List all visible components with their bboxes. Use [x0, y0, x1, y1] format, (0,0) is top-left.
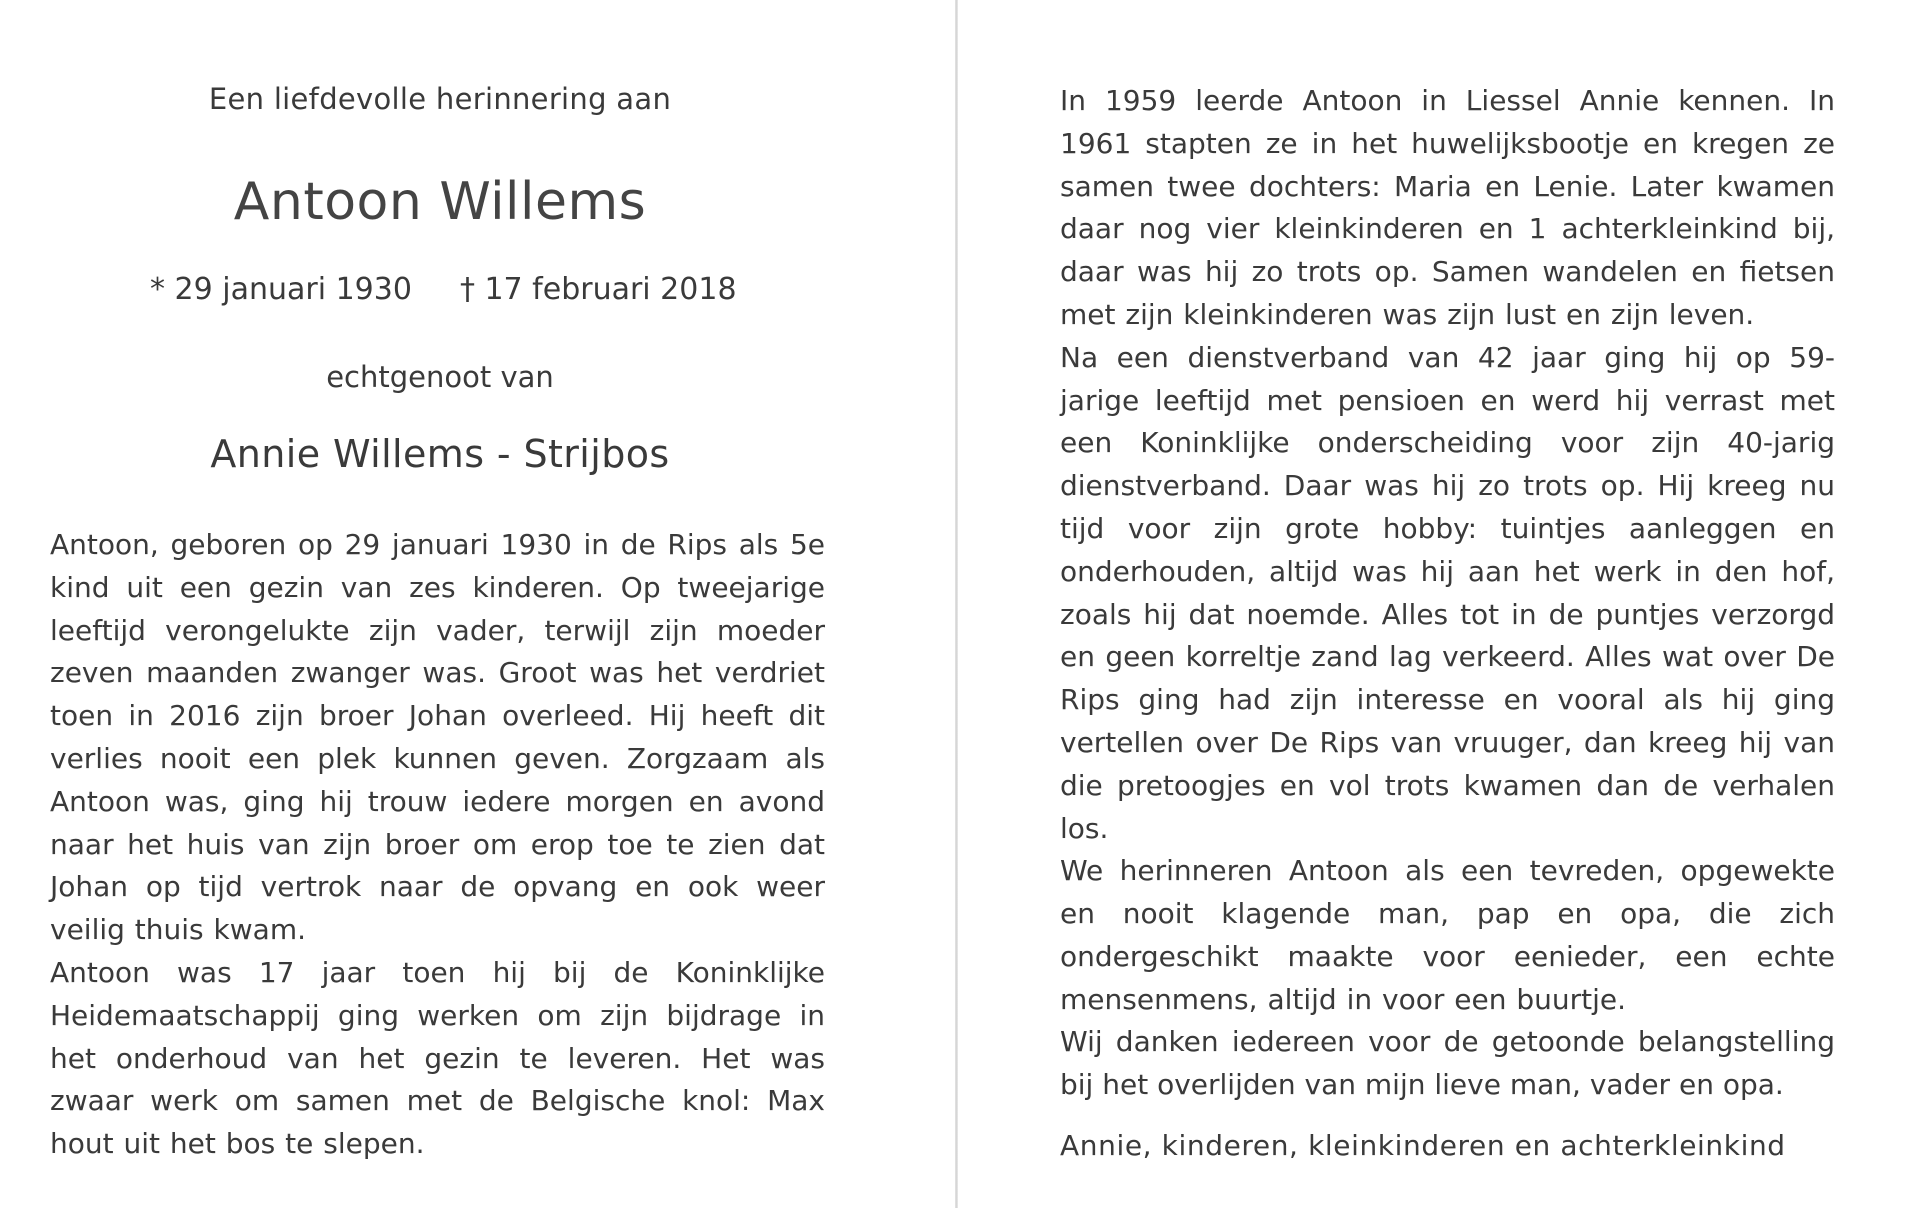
- biography-paragraph: Na een dienstverband van 42 jaar ging hij op 59-jarige leeftijd met pensioen en werd hij verrast met een Koninklijke onderscheiding voor zijn 40-jarig dienstverband. Daar was hij zo trots op. Hij kreeg nu tijd voor zijn grote hobby: tuintjes aanleggen en onderhouden, altijd was hij aan het werk in den hof, zoals hij dat noemde. Alles tot in de puntjes verzorgd en geen korreltje zand lag verkeerd. Alles wat over De Rips ging had zijn interesse en vooral als hij ging vertellen over De Rips van vruuger, dan kreeg hij van die pretoogjes en vol trots kwamen dan de verhalen los.: [1060, 340, 1835, 845]
- biography-paragraph: We herinneren Antoon als een tevreden, opgewekte en nooit klagende man, pap en opa, die zich ondergeschikt maakte voor eenieder, een echte mensenmens, altijd in voor een buurtje.: [1060, 854, 1835, 1016]
- card-fold-line: [955, 0, 958, 1208]
- deceased-name: Antoon Willems: [233, 172, 647, 232]
- intro-line: Een liefdevolle herinnering aan: [208, 82, 672, 116]
- dates-line: [150, 272, 750, 307]
- biography-paragraph: In 1959 leerde Antoon in Liessel Annie kennen. In 1961 stapten ze in het huwelijksbootje en kregen ze samen twee dochters: Maria en Lenie. Later kwamen daar nog vier kleinkinderen en 1 achterkleinkind bij, daar was hij zo trots op. Samen wandelen en fietsen met zijn kleinkinderen was zijn lust en zijn leven.: [1060, 84, 1835, 331]
- birth-date: * 29 januari 1930: [150, 272, 412, 307]
- left-page: [0, 0, 955, 1208]
- right-biography: [1060, 80, 1835, 1022]
- biography-paragraph: Antoon was 17 jaar toen hij bij de Koninklijke Heidemaatschappij ging werken om zijn bijdrage in het onderhoud van het gezin te leveren. Het was zwaar werk om samen met de Belgische knol: Max hout uit het bos te slepen.: [50, 955, 825, 1161]
- biography-paragraph: Antoon, geboren op 29 januari 1930 in de Rips als 5e kind uit een gezin van zes kinderen. Op tweejarige leeftijd verongelukte zijn vader, terwijl zijn moeder zeven maanden zwanger was. Groot was het verdriet toen in 2016 zijn broer Johan overleed. Hij heeft dit verlies nooit een plek kunnen geven. Zorgzaam als Antoon was, ging hij trouw iedere morgen en avond naar het huis van zijn broer om erop toe te zien dat Johan op tijd vertrok naar de opvang en ook weer veilig thuis kwam.: [50, 528, 825, 947]
- spouse-label: echtgenoot van: [326, 360, 554, 394]
- left-biography: [50, 524, 825, 1166]
- thanks-message: Wij danken iedereen voor de getoonde belangstelling bij het overlijden van mijn lieve man, vader en opa.: [1060, 1025, 1835, 1101]
- spouse-name: Annie Willems - Strijbos: [210, 432, 670, 476]
- death-date: † 17 februari 2018: [459, 272, 737, 307]
- right-page: [960, 0, 1922, 1208]
- closing-signature: Annie, kinderen, kleinkinderen en achterkleinkind: [1060, 1129, 1786, 1162]
